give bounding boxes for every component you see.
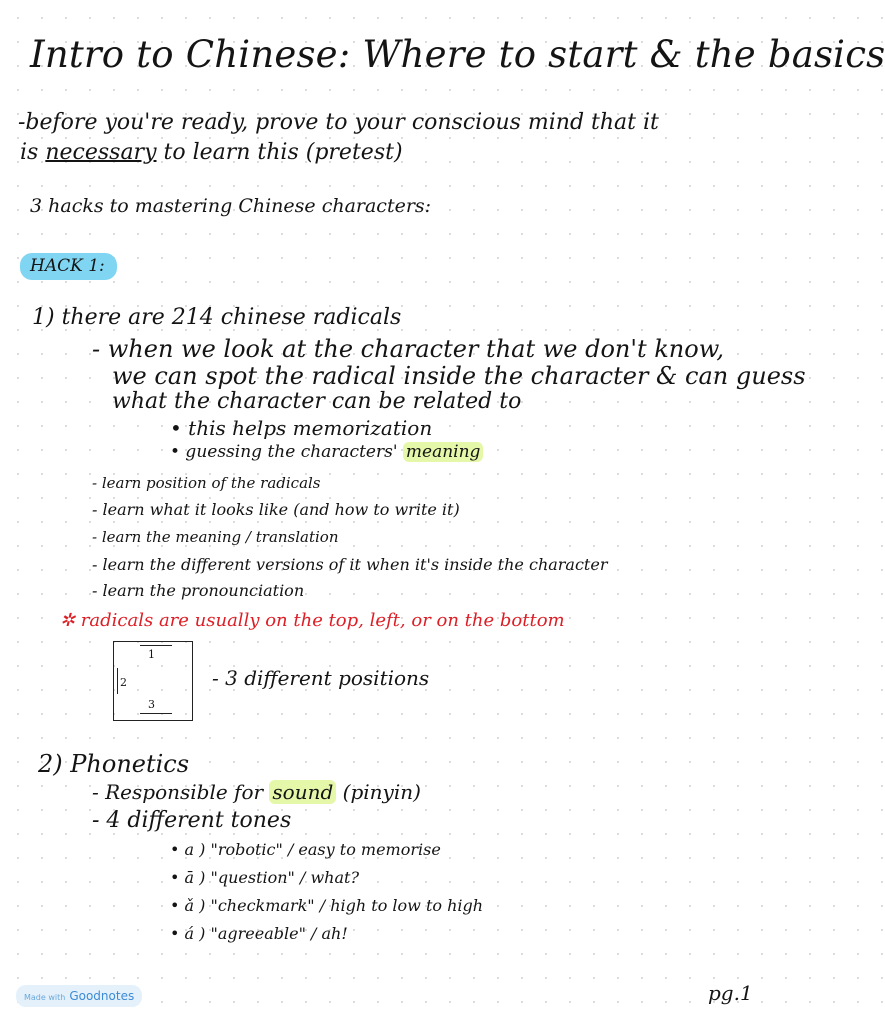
top-position-line xyxy=(140,645,172,646)
positions-note: - 3 different positions xyxy=(212,666,430,690)
page-number: pg.1 xyxy=(708,981,753,1005)
underlined-word: necessary xyxy=(45,140,157,165)
hacks-heading: 3 hacks to mastering Chinese characters: xyxy=(30,195,432,217)
page-title: Intro to Chinese: Where to start & the basics xyxy=(30,33,885,76)
meaning-bullet xyxy=(170,444,483,461)
bottom-position-line xyxy=(140,713,172,714)
learn-item: - learn what it looks like (and how to write it) xyxy=(92,500,460,519)
left-position-line xyxy=(117,668,118,694)
learn-item: - learn the different versions of it when it's inside the character xyxy=(92,555,608,574)
made-with-label: Made with xyxy=(24,993,66,1002)
meaning-bullet-text: • guessing the characters' xyxy=(170,442,403,462)
phonetics-heading: 2) Phonetics xyxy=(38,750,190,778)
goodnotes-brand: Goodnotes xyxy=(69,989,135,1003)
learn-item: - learn the pronounciation xyxy=(92,581,305,600)
phonetics-sound-end: (pinyin) xyxy=(336,780,421,804)
radicals-point-line-3: what the character can be related to xyxy=(112,389,522,414)
tone-item: • á ) "agreeable" / ah! xyxy=(170,924,348,943)
radicals-point-line-1: - when we look at the character that we don't know, xyxy=(92,335,725,363)
highlighted-meaning: meaning xyxy=(403,442,484,462)
radical-position-diagram xyxy=(113,641,193,721)
tone-item: • ǎ ) "checkmark" / high to low to high xyxy=(170,896,484,915)
memorization-bullet: • this helps memorization xyxy=(170,416,433,440)
tone-item: • a ) "robotic" / easy to memorise xyxy=(170,840,441,859)
radicals-heading: 1) there are 214 chinese radicals xyxy=(32,305,402,330)
learn-item: - learn position of the radicals xyxy=(92,474,321,492)
intro-line-1: -before you're ready, prove to your conscious mind that it xyxy=(18,110,659,135)
radical-position-note: ✲ radicals are usually on the top, left, or on the bottom xyxy=(60,610,565,631)
intro-line-2-end: to learn this (pretest) xyxy=(156,140,403,165)
position-label-top: 1 xyxy=(148,648,155,661)
intro-line-2 xyxy=(20,142,403,164)
position-label-left: 2 xyxy=(120,676,127,689)
hack-1-badge: HACK 1: xyxy=(20,253,117,280)
intro-line-2-start: is xyxy=(20,140,46,165)
tone-item: • ā ) "question" / what? xyxy=(170,868,360,887)
phonetics-sound-start: - Responsible for xyxy=(92,780,270,804)
highlighted-sound: sound xyxy=(269,780,336,804)
tones-line: - 4 different tones xyxy=(92,808,292,833)
phonetics-sound-line xyxy=(92,782,421,802)
radicals-point-line-2: we can spot the radical inside the character & can guess xyxy=(112,362,806,390)
position-label-bottom: 3 xyxy=(148,698,155,711)
learn-item: - learn the meaning / translation xyxy=(92,528,339,546)
goodnotes-badge[interactable] xyxy=(16,985,142,1007)
